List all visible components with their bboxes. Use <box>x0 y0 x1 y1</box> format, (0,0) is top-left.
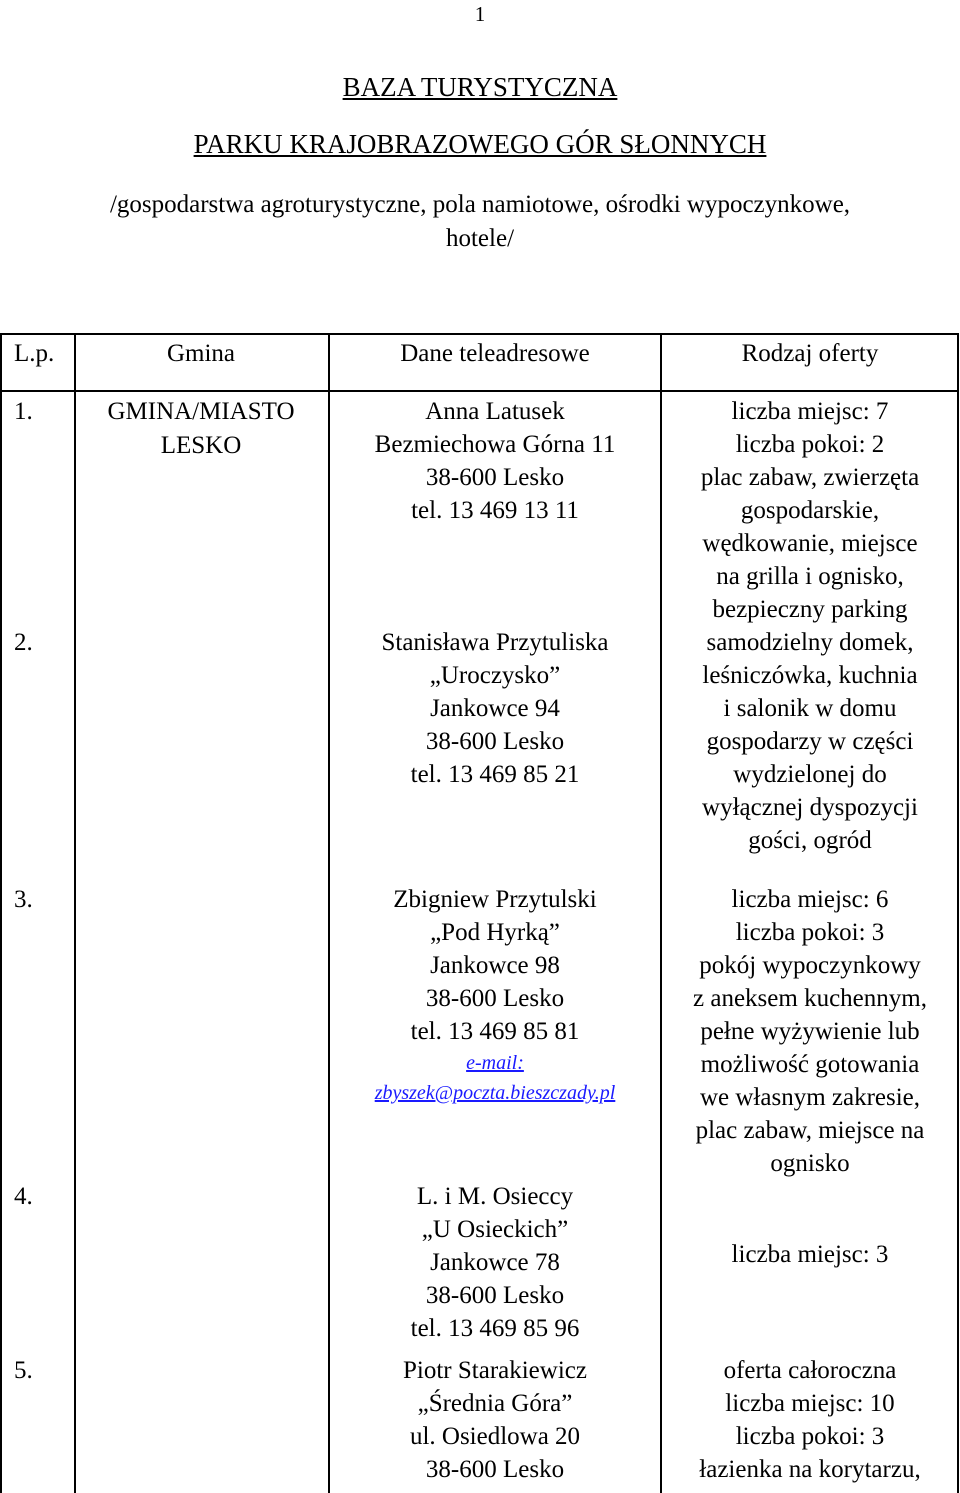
tourist-base-table <box>0 333 959 1493</box>
dane-line: „Uroczysko” <box>429 662 561 689</box>
dane-line: Piotr Starakiewicz <box>403 1357 587 1384</box>
dane-line: Zbigniew Przytulski <box>393 886 597 913</box>
row-2-dane <box>330 626 660 791</box>
row-5-dane <box>330 1354 660 1486</box>
dane-line: 38-600 Lesko <box>425 1456 565 1483</box>
dane-line: „Średnia Góra” <box>417 1390 573 1417</box>
gmina-line-2: LESKO <box>160 432 242 459</box>
rodzaj-line: gospodarskie, <box>740 497 880 524</box>
email-link[interactable]: zbyszek@poczta.bieszczady.pl <box>374 1082 616 1104</box>
rodzaj-line: pełne wyżywienie lub <box>700 1018 920 1045</box>
dane-line: Stanisława Przytuliska <box>381 629 609 656</box>
page-title: BAZA TURYSTYCZNA <box>342 72 618 102</box>
row-5-lp: 5. <box>14 1357 33 1384</box>
rodzaj-line: wydzielonej do <box>733 761 887 788</box>
dane-line: L. i M. Osieccy <box>416 1183 574 1210</box>
row-3-dane <box>330 883 660 1108</box>
rodzaj-line: plac zabaw, miejsce na <box>695 1117 925 1144</box>
table-top-border <box>0 333 959 335</box>
rodzaj-line: oferta całoroczna <box>723 1357 897 1384</box>
row-4-rodzaj <box>662 1238 958 1271</box>
dane-line: „U Osieckich” <box>421 1216 569 1243</box>
rodzaj-line: liczba miejsc: 10 <box>725 1390 895 1417</box>
dane-line: 38-600 Lesko <box>425 1282 565 1309</box>
rodzaj-line: łazienka na korytarzu, <box>699 1456 921 1483</box>
rodzaj-line: gości, ogród <box>748 827 872 854</box>
dane-line: tel. 13 469 85 21 <box>410 761 580 788</box>
dane-line: tel. 13 469 13 11 <box>411 497 579 524</box>
rodzaj-line: plac zabaw, zwierzęta <box>700 464 920 491</box>
row-3-lp: 3. <box>14 886 33 913</box>
row-4-lp: 4. <box>14 1183 33 1210</box>
header-bottom-border <box>0 390 959 392</box>
table-left-border <box>0 333 2 1493</box>
subtitle-line-1: /gospodarstwa agroturystyczne, pola namiotowe, ośrodki wypoczynkowe, <box>109 191 851 218</box>
rodzaj-line: liczba pokoi: 3 <box>735 919 885 946</box>
dane-line: Jankowce 98 <box>430 952 560 979</box>
column-divider-1 <box>74 333 76 1493</box>
row-5-rodzaj <box>662 1354 958 1486</box>
row-1-dane <box>330 395 660 527</box>
row-3-rodzaj <box>662 883 958 1180</box>
dane-line: 38-600 Lesko <box>425 464 565 491</box>
gmina-cell <box>76 395 326 463</box>
dane-line: 38-600 Lesko <box>425 985 565 1012</box>
rodzaj-line: wędkowanie, miejsce <box>702 530 918 557</box>
row-1-rodzaj <box>662 395 958 626</box>
header-gmina: Gmina <box>166 340 236 367</box>
rodzaj-line: liczba miejsc: 7 <box>731 398 889 425</box>
dane-line: Jankowce 94 <box>430 695 560 722</box>
header-lp: L.p. <box>14 340 55 367</box>
rodzaj-line: na grilla i ognisko, <box>716 563 904 590</box>
rodzaj-line: leśniczówka, kuchnia <box>702 662 918 689</box>
rodzaj-line: samodzielny domek, <box>706 629 914 656</box>
rodzaj-line: bezpieczny parking <box>712 596 908 623</box>
rodzaj-line: gospodarzy w części <box>706 728 914 755</box>
row-1-lp: 1. <box>14 398 33 425</box>
header-dane: Dane teleadresowe <box>400 340 590 367</box>
dane-line: tel. 13 469 85 81 <box>410 1018 580 1045</box>
rodzaj-line: z aneksem kuchennym, <box>693 985 927 1012</box>
rodzaj-line: pokój wypoczynkowy <box>699 952 921 979</box>
rodzaj-line: możliwość gotowania <box>700 1051 920 1078</box>
dane-line: tel. 13 469 85 96 <box>410 1315 580 1342</box>
dane-line: 38-600 Lesko <box>425 728 565 755</box>
rodzaj-line: liczba pokoi: 2 <box>735 431 885 458</box>
rodzaj-line: liczba miejsc: 3 <box>731 1241 889 1268</box>
rodzaj-line: wyłącznej dyspozycji <box>702 794 918 821</box>
rodzaj-line: liczba pokoi: 3 <box>735 1423 885 1450</box>
page-number: 1 <box>474 2 486 26</box>
email-label: e-mail: <box>466 1052 524 1074</box>
gmina-line-1: GMINA/MIASTO <box>107 398 295 425</box>
dane-line: Bezmiechowa Górna 11 <box>374 431 616 458</box>
rodzaj-line: we własnym zakresie, <box>699 1084 921 1111</box>
row-2-lp: 2. <box>14 629 33 656</box>
page-subtitle <box>40 188 920 256</box>
subtitle-line-2: hotele/ <box>445 225 515 252</box>
rodzaj-line: i salonik w domu <box>723 695 897 722</box>
dane-line: „Pod Hyrką” <box>430 919 560 946</box>
page-title-park: PARKU KRAJOBRAZOWEGO GÓR SŁONNYCH <box>193 129 767 159</box>
dane-line: Jankowce 78 <box>430 1249 560 1276</box>
header-rodzaj: Rodzaj oferty <box>741 340 879 367</box>
rodzaj-line: ognisko <box>770 1150 850 1177</box>
row-2-rodzaj <box>662 626 958 857</box>
dane-line: Anna Latusek <box>425 398 565 425</box>
dane-line: ul. Osiedlowa 20 <box>409 1423 581 1450</box>
rodzaj-line: liczba miejsc: 6 <box>731 886 889 913</box>
row-4-dane <box>330 1180 660 1345</box>
